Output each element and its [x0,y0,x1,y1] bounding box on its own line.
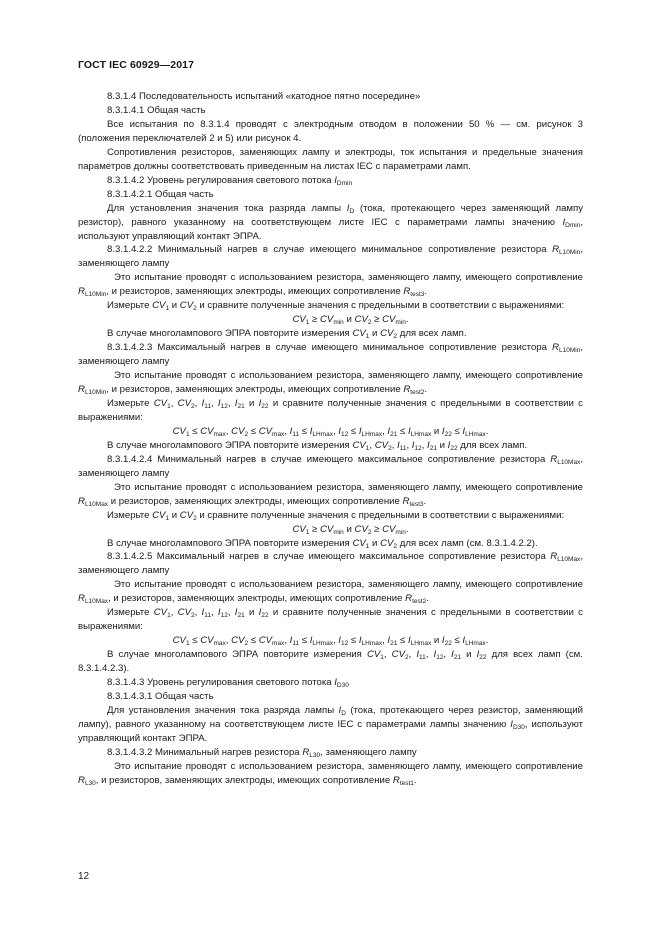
subsection-heading: 8.3.1.4.2.1 Общая часть [107,188,214,200]
paragraph: Это испытание проводят с использованием резистора, заменяющего лампу, имеющего сопротивление $R_{L10Min}$, и резисторов, заменяющих электроды, имеющих сопротивление $R_{test3}$. [78,272,583,299]
page-number: 12 [78,871,90,882]
paragraph: Для установления значения тока разряда лампы $I_D$ (тока, протекающего через заменяющий лампу резистор), равного указанному на соответствующем листе IEC с параметрами лампы значению $I_{Dmin}$, используют управляющий контакт ЭПРА. [78,202,583,242]
paragraph: Это испытание проводят с использованием резистора, заменяющего лампу, имеющего сопротивление $R_{L10Max}$, и резисторов, заменяющих электроды, имеющих сопротивление $R_{test2}$. [78,579,583,606]
paragraph: Измерьте $CV_1$ и $CV_2$ и сравните полученные значения с предельными в соответствии с выражениями: [107,300,565,313]
paragraph: Все испытания по 8.3.1.4 проводят с электродным отводом в положении 50 % — см. рисунок 3 (положения переключателей 2 и 5) или рисунок 4. [78,118,583,144]
subsection-heading: 8.3.1.4.3 Уровень регулирования светового потока $I_{D30}$ [107,677,349,690]
paragraph: Это испытание проводят с использованием резистора, заменяющего лампу, имеющего сопротивление $R_{L10Max}$ и резисторов, заменяющих электроды, имеющих сопротивление $R_{test3}$. [78,481,583,508]
document-header: ГОСТ IEC 60929—2017 [78,59,195,71]
formula: $CV_1 \le CV_{max}$, $CV_2 \le CV_{max}$, $I_{11} \le I_{LHmax}$, $I_{12} \le I_{LHmax}$, $I_{21} \le I_{LHmax}$ и $I_{22} \le I_{LHmax}$. [172,425,489,438]
subsection-heading: 8.3.1.4.1 Общая часть [107,104,206,116]
subsection-heading: 8.3.1.4.2.2 Минимальный нагрев в случае имеющего минимальное сопротивление резистора $R_{L10Min}$, заменяющего лампу [78,244,583,270]
paragraph: В случае многолампового ЭПРА повторите измерения $CV_1$ и $CV_2$ для всех ламп (см. 8.3.1.4.2.2). [107,537,538,550]
subsection-heading: 8.3.1.4.2.3 Максимальный нагрев в случае имеющего минимальное сопротивление резистора $R_{L10Min}$, заменяющего лампу [78,342,583,368]
paragraph: Это испытание проводят с использованием резистора, заменяющего лампу, имеющего сопротивление $R_{L30}$, и резисторов, заменяющих электроды, имеющих сопротивление $R_{test1}$. [78,760,583,787]
formula: $CV_1 \ge CV_{min}$ и $CV_2 \ge CV_{min}$. [292,523,409,536]
page-body [78,90,583,788]
paragraph: В случае многолампового ЭПРА повторите измерения $CV_1$, $CV_2$, $I_{11}$, $I_{12}$, $I_{21}$ и $I_{22}$ для всех ламп (см. 8.3.1.4.2.3). [78,649,583,675]
formula: $CV_1 \ge CV_{min}$ и $CV_2 \ge CV_{min}$. [292,314,409,327]
formula: $CV_1 \le CV_{max}$, $CV_2 \le CV_{max}$, $I_{11} \le I_{LHmax}$, $I_{12} \le I_{LHmax}$, $I_{21} \le I_{LHmax}$ и $I_{22} \le I_{LHmax}$. [172,635,489,648]
paragraph: В случае многолампового ЭПРА повторите измерения $CV_1$ и $CV_2$ для всех ламп. [107,328,467,341]
paragraph: Измерьте $CV_1$, $CV_2$, $I_{11}$, $I_{12}$, $I_{21}$ и $I_{22}$ и сравните полученные значения с предельными в соответствии с выражениями: [78,397,583,423]
paragraph: В случае многолампового ЭПРА повторите измерения $CV_1$, $CV_2$, $I_{11}$, $I_{12}$, $I_{21}$ и $I_{22}$ для всех ламп. [107,439,528,452]
subsection-heading: 8.3.1.4.2.4 Минимальный нагрев в случае имеющего максимальное сопротивление резистора $R_{L10Max}$, заменяющего лампу [78,453,583,479]
section-heading: 8.3.1.4 Последовательность испытаний «катодное пятно посередине» [107,91,421,102]
paragraph: Сопротивления резисторов, заменяющих лампу и электроды, ток испытания и предельные значения параметров должны соответствовать приведенным на листах IEC с параметрами ламп. [78,146,583,172]
paragraph: Это испытание проводят с использованием резистора, заменяющего лампу, имеющего сопротивление $R_{L10Min}$, и резисторов, заменяющих электроды, имеющих сопротивление $R_{test2}$. [78,370,583,397]
subsection-heading: 8.3.1.4.3.1 Общая часть [107,690,214,702]
subsection-heading: 8.3.1.4.2.5 Максимальный нагрев в случае имеющего максимальное сопротивление резистора $R_{L10Max}$, заменяющего лампу [78,551,583,577]
subsection-heading: 8.3.1.4.3.2 Минимальный нагрев резистора $R_{L30}$, заменяющего лампу [107,746,417,759]
paragraph: Измерьте $CV_1$, $CV_2$, $I_{11}$, $I_{12}$, $I_{21}$ и $I_{22}$ и сравните полученные значения с предельными в соответствии с выражениями: [78,607,583,633]
subsection-heading: 8.3.1.4.2 Уровень регулирования светового потока $I_{Dmin}$ [107,174,353,187]
paragraph: Измерьте $CV_1$ и $CV_2$ и сравните полученные значения с предельными в соответствии с выражениями: [107,509,565,522]
paragraph: Для установления значения тока разряда лампы $I_D$ (тока, протекающего через резистор, заменяющий лампу), равного указанному на соответствующем листе IEC с параметрами лампы значению $I_{D30}$, используют управляющий контакт ЭПРА. [78,704,584,744]
